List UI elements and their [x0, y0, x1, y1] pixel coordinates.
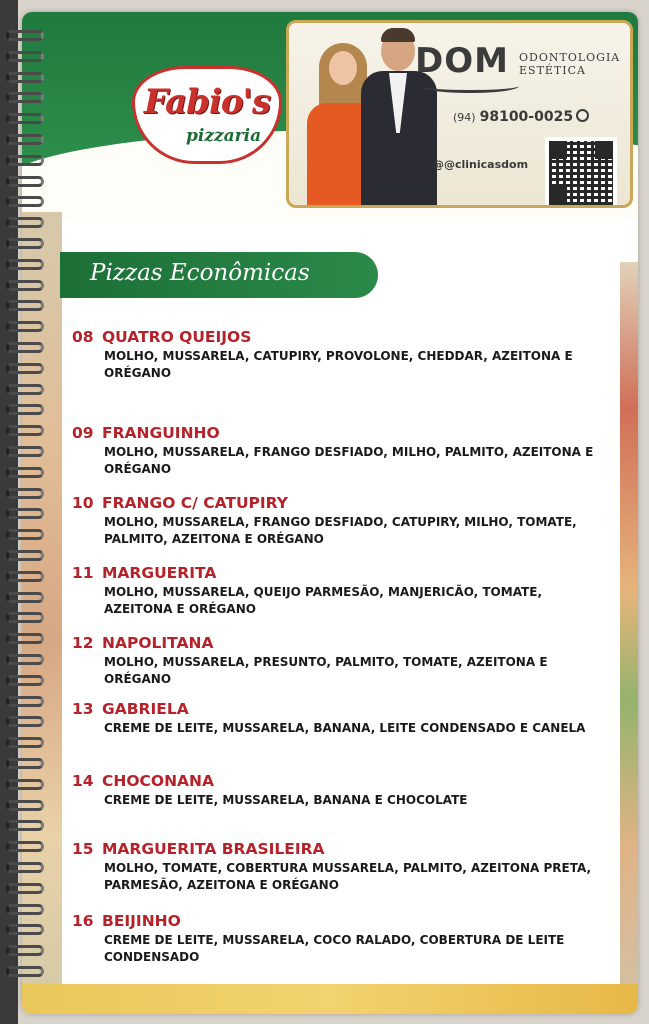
menu-item-description: MOLHO, MUSSARELA, FRANGO DESFIADO, MILHO, PALMITO, AZEITONA E ORÉGANO [104, 445, 594, 476]
binding-ring [6, 321, 44, 332]
binding-ring [6, 592, 44, 603]
menu-item-description: MOLHO, MUSSARELA, CATUPIRY, PROVOLONE, CHEDDAR, AZEITONA E ORÉGANO [104, 349, 573, 380]
ad-phone [453, 109, 589, 125]
ad-tagline-2: ESTÉTICA [519, 64, 586, 77]
menu-item-name: MARGUERITA [102, 564, 217, 582]
binding-ring [6, 820, 44, 831]
binding-ring [6, 737, 44, 748]
binding-ring [6, 259, 44, 270]
man-photo-hair [381, 28, 415, 42]
menu-item-title [72, 912, 612, 930]
menu-item-title [72, 494, 612, 512]
binding-ring [6, 696, 44, 707]
menu-item-title [72, 772, 612, 790]
binding-ring [6, 342, 44, 353]
binding-ring [6, 966, 44, 977]
qr-code-icon [545, 137, 617, 208]
menu-item-number: 16 [72, 912, 94, 930]
binding-ring [6, 176, 44, 187]
binding-ring [6, 779, 44, 790]
menu-item-number: 14 [72, 772, 94, 790]
binding-ring [6, 633, 44, 644]
menu-item-number: 10 [72, 494, 94, 512]
binding-ring [6, 384, 44, 395]
binding-ring [6, 800, 44, 811]
menu-item-title [72, 700, 612, 718]
binding-ring [6, 92, 44, 103]
qr-code-pattern [549, 141, 613, 205]
woman-photo-face [329, 51, 357, 85]
binding-ring [6, 862, 44, 873]
binding-ring [6, 217, 44, 228]
bottom-band [22, 984, 638, 1014]
menu-item-description: CREME DE LEITE, MUSSARELA, BANANA E CHOCOLATE [104, 793, 468, 807]
binding-ring [6, 280, 44, 291]
dental-clinic-ad [286, 20, 633, 208]
binding-ring [6, 571, 44, 582]
binding-ring [6, 155, 44, 166]
binding-ring [6, 675, 44, 686]
menu-item-number: 12 [72, 634, 94, 652]
binding-ring [6, 550, 44, 561]
menu-item-name: NAPOLITANA [102, 634, 214, 652]
pizzaria-logo [122, 60, 292, 170]
binding-ring [6, 425, 44, 436]
menu-item [72, 912, 612, 966]
binding-ring [6, 72, 44, 83]
binding-ring [6, 904, 44, 915]
binding-ring [6, 883, 44, 894]
menu-item-title [72, 424, 612, 442]
menu-item-title [72, 634, 612, 652]
menu-item-description: MOLHO, MUSSARELA, QUEIJO PARMESÃO, MANJERICÃO, TOMATE, AZEITONA E ORÉGANO [104, 585, 542, 616]
whatsapp-icon [576, 109, 589, 122]
binding-ring [6, 134, 44, 145]
binding-ring [6, 508, 44, 519]
binding-ring [6, 300, 44, 311]
menu-item [72, 328, 612, 382]
binding-ring [6, 404, 44, 415]
menu-item-description: MOLHO, MUSSARELA, PRESUNTO, PALMITO, TOMATE, AZEITONA E ORÉGANO [104, 655, 548, 686]
binding-ring [6, 238, 44, 249]
binding-ring [6, 113, 44, 124]
binding-ring [6, 945, 44, 956]
menu-item [72, 564, 612, 618]
menu-item-description: CREME DE LEITE, MUSSARELA, BANANA, LEITE CONDENSADO E CANELA [104, 721, 586, 735]
ad-logo-swoosh [421, 79, 519, 93]
binding-ring [6, 716, 44, 727]
menu-item-number: 15 [72, 840, 94, 858]
binding-ring [6, 488, 44, 499]
logo-subtitle: pizzaria [186, 126, 262, 146]
menu-item-name: QUATRO QUEIJOS [102, 328, 252, 346]
menu-item [72, 634, 612, 688]
section-banner [60, 252, 378, 298]
binding-ring [6, 529, 44, 540]
binding-ring [6, 924, 44, 935]
menu-item-title [72, 564, 612, 582]
menu-item-name: CHOCONANA [102, 772, 215, 790]
ad-brand-logo: DOM [415, 41, 509, 81]
menu-item [72, 424, 612, 478]
ad-tagline-1: ODONTOLOGIA [519, 51, 621, 64]
binding-ring [6, 363, 44, 374]
menu-item-number: 11 [72, 564, 94, 582]
menu-item-name: BEIJINHO [102, 912, 181, 930]
section-title: Pizzas Econômicas [90, 260, 310, 286]
binding-ring [6, 446, 44, 457]
menu-item-title [72, 328, 612, 346]
ad-phone-area: (94) [453, 111, 476, 124]
pizza-photo-strip-right [620, 262, 638, 992]
ad-phone-number: 98100-0025 [479, 109, 574, 125]
binding-ring [6, 51, 44, 62]
menu-item-title [72, 840, 612, 858]
binding-ring [6, 612, 44, 623]
binding-ring [6, 196, 44, 207]
menu-item-description: CREME DE LEITE, MUSSARELA, COCO RALADO, COBERTURA DE LEITE CONDENSADO [104, 933, 565, 964]
menu-page [22, 12, 638, 1014]
binding-ring [6, 654, 44, 665]
menu-item-number: 08 [72, 328, 94, 346]
menu-item-name: FRANGUINHO [102, 424, 220, 442]
menu-item-name: GABRIELA [102, 700, 189, 718]
logo-name: Fabio's [143, 82, 271, 122]
menu-item [72, 840, 612, 894]
menu-item-number: 13 [72, 700, 94, 718]
menu-item-name: FRANGO C/ CATUPIRY [102, 494, 288, 512]
ad-instagram: @@clinicasdom [433, 158, 529, 171]
menu-item-number: 09 [72, 424, 94, 442]
menu-item [72, 700, 612, 737]
menu-item [72, 494, 612, 548]
binding-ring [6, 467, 44, 478]
binding-ring [6, 841, 44, 852]
menu-item-description: MOLHO, TOMATE, COBERTURA MUSSARELA, PALMITO, AZEITONA PRETA, PARMESÃO, AZEITONA E ORÉGANO [104, 861, 592, 892]
binding-ring [6, 30, 44, 41]
binding-ring [6, 758, 44, 769]
menu-item-description: MOLHO, MUSSARELA, FRANGO DESFIADO, CATUPIRY, MILHO, TOMATE, PALMITO, AZEITONA E ORÉGANO [104, 515, 577, 546]
spiral-binding [6, 30, 46, 990]
menu-item-name: MARGUERITA BRASILEIRA [102, 840, 325, 858]
menu-item [72, 772, 612, 809]
